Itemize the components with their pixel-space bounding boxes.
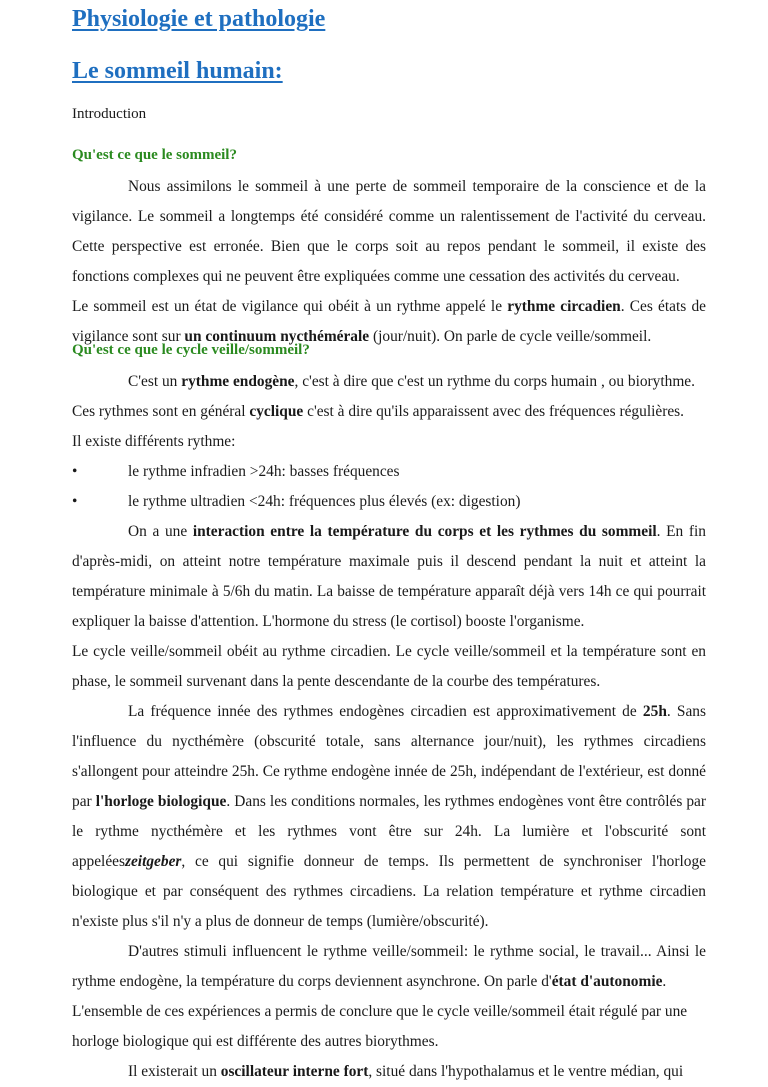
- paragraph: Le cycle veille/sommeil obéit au rythme circadien. Le cycle veille/sommeil et la température sont en phase, le sommeil survenant dans la pente descendante de la courbe des températures.: [72, 643, 706, 690]
- paragraph: Ces rythmes sont en général cyclique c'est à dire qu'ils apparaissent avec des fréquences régulières.: [72, 403, 685, 420]
- bullet-icon: •: [72, 493, 78, 510]
- paragraph: La fréquence innée des rythmes endogènes circadien est approximativement de 25h. Sans l'influence du nycthémère (obscurité totale, sans alternance jour/nuit), les rythmes circadiens s'allongent pour atteindre 25h. Ce rythme endogène innée de 25h, indépendant de l'extérieur, est donné par l'horloge biologique. Dans les conditions normales, les rythmes endogènes vont être contrôlés par le rythme nycthémère et les rythmes vont être sur 24h. La lumière et l'obscurité sont appeléeszeitgeber, ce qui signifie donneur de temps. Ils permettent de synchroniser l'horloge biologique et par conséquent des rythmes circadiens. La relation température et rythme circadien n'existe plus s'il n'y a plus de donneur de temps (lumière/obscurité).: [72, 703, 707, 930]
- paragraph: Le sommeil est un état de vigilance qui obéit à un rythme appelé le rythme circadien. Ces états de vigilance sont sur un continuum nycthémérale (jour/nuit). On parle de cycle veille/sommeil.: [72, 298, 706, 345]
- section-body-sommeil: [72, 172, 706, 352]
- paragraph: L'ensemble de ces expériences a permis de conclure que le cycle veille/sommeil était régulé par une horloge biologique qui est différente des autres biorythmes.: [72, 1003, 688, 1050]
- paragraph: Il existe différents rythme:: [72, 433, 236, 450]
- list-item: • le rythme ultradien <24h: fréquences plus élevés (ex: digestion): [72, 487, 706, 517]
- bullet-icon: •: [72, 463, 78, 480]
- paragraph: On a une interaction entre la température du corps et les rythmes du sommeil. En fin d'après-midi, on atteint notre température maximale puis il descend pendant la nuit et atteint la température minimale à 5/6h du matin. La baisse de température apparaît déjà vers 14h ce qui pourrait expliquer la baisse d'attention. L'hormone du stress (le cortisol) booste l'organisme.: [72, 523, 706, 630]
- paragraph: Nous assimilons le sommeil à une perte de sommeil temporaire de la conscience et de la vigilance. Le sommeil a longtemps été considéré comme un ralentissement de l'activité du cerveau. Cette perspective est erronée. Bien que le corps soit au repos pendant le sommeil, il existe des fonctions complexes qui ne peuvent être expliquées comme une cessation des activités du cerveau.: [72, 178, 706, 285]
- document-title[interactable]: Physiologie et pathologie: [72, 6, 326, 32]
- section-heading-sommeil: Qu'est ce que le sommeil?: [72, 147, 237, 163]
- section-heading-cycle: Qu'est ce que le cycle veille/sommeil?: [72, 342, 310, 358]
- section-body-cycle: [72, 367, 706, 1087]
- list-item: • le rythme infradien >24h: basses fréquences: [72, 457, 706, 487]
- document-subtitle[interactable]: Le sommeil humain:: [72, 58, 283, 84]
- paragraph: D'autres stimuli influencent le rythme veille/sommeil: le rythme social, le travail... Ainsi le rythme endogène, la température du corps deviennent asynchrone. On parle d'état d'autonomie.: [72, 943, 706, 990]
- paragraph: C'est un rythme endogène, c'est à dire que c'est un rythme du corps humain , ou biorythme.: [128, 373, 695, 390]
- intro-label: Introduction: [72, 106, 147, 122]
- paragraph: Il existerait un oscillateur interne fort, situé dans l'hypothalamus et le ventre médian, qui: [128, 1063, 684, 1080]
